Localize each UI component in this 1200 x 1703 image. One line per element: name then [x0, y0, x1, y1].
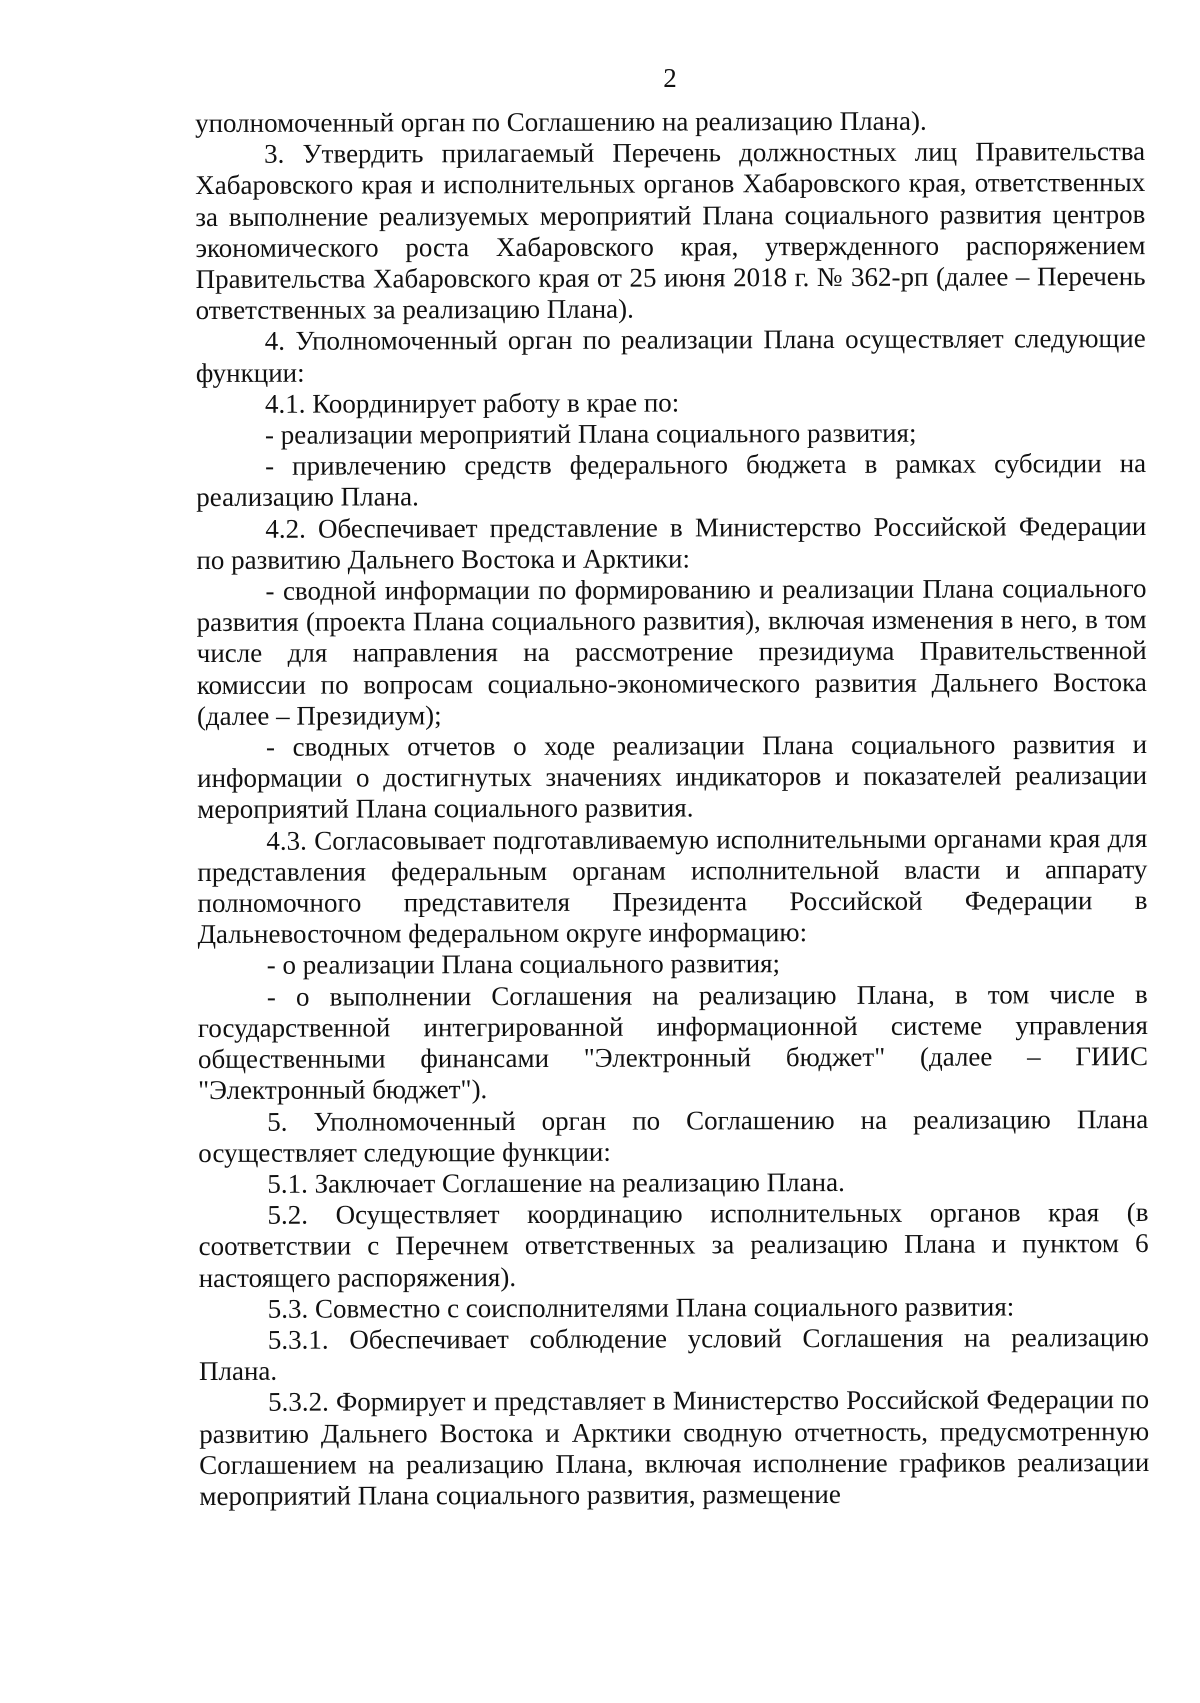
paragraph: 4. Уполномоченный орган по реализации Плана осуществляет следующие функции:	[195, 323, 1146, 388]
paragraph: - привлечению средств федерального бюджета в рамках субсидии на реализацию Плана.	[196, 448, 1147, 513]
paragraph: 5.3.1. Обеспечивает соблюдение условий Соглашения на реализацию Плана.	[198, 1321, 1149, 1387]
paragraph: - о реализации Плана социального развития;	[266, 948, 781, 981]
paragraph: 3. Утвердить прилагаемый Перечень должностных лиц Правительства Хабаровского края и исполнительных органов Хабаровского края, ответственных за выполнение реализуемых мероприятий Плана социального развития центров экономического роста Хабаровского края, утвержденного распоряжением Правительства Хабаровского края от 25 июня 2018 г. № 362-рп (далее – Перечень ответственных за реализацию Плана).	[195, 136, 1146, 326]
paragraph: 5.3. Совместно с соисполнителями Плана социального развития:	[267, 1291, 1015, 1324]
paragraph: - сводной информации по формированию и реализации Плана социального развития (проекта Плана социального развития), включая изменения в него, в том числе для направления на рассмотрение президиума Правительственной комиссии по вопросам социально-экономического развития Дальнего Востока (далее – Президиум);	[196, 573, 1147, 731]
paragraph: 5.2. Осуществляет координацию исполнительных органов края (в соответствии с Перечнем ответственных за реализацию Плана и пунктом 6 настоящего распоряжения).	[198, 1197, 1149, 1293]
paragraph: - о выполнении Соглашения на реализацию Плана, в том числе в государственной интегрированной информационной системе управления общественными финансами "Электронный бюджет" (далее – ГИИС "Электронный бюджет").	[197, 978, 1149, 1106]
paragraph: 5.3.2. Формирует и представляет в Министерство Российской Федерации по развитию Дальнего Востока и Арктики сводную отчетность, предусмотренную Соглашением на реализацию Плана, включая исполнение графиков реализации мероприятий Плана социального развития, размещение	[199, 1384, 1150, 1511]
paragraph: 4.3. Согласовывает подготавливаемую исполнительными органами края для представления федеральным органам исполнительной власти и аппарату полномочного представителя Президента Российской Федерации в Дальневосточном федеральном округе информацию:	[197, 822, 1148, 950]
paragraph: 4.2. Обеспечивает представление в Министерство Российской Федерации по развитию Дальнего Востока и Арктики:	[196, 510, 1147, 575]
paragraph: 5. Уполномоченный орган по Соглашению на реализацию Плана осуществляет следующие функции:	[198, 1103, 1149, 1168]
document-body	[195, 105, 1149, 1512]
paragraph: 4.1. Координирует работу в крае по:	[264, 387, 680, 419]
paragraph: - сводных отчетов о ходе реализации Плана социального развития и информации о достигнутых значениях индикаторов и показателей реализации мероприятий Плана социального развития.	[197, 729, 1148, 825]
paragraph: 5.1. Заключает Соглашение на реализацию Плана.	[267, 1166, 845, 1199]
page-number: 2	[663, 63, 677, 93]
paragraph: - реализации мероприятий Плана социального развития;	[264, 417, 917, 450]
paragraph: уполномоченный орган по Соглашению на реализацию Плана).	[195, 105, 927, 138]
